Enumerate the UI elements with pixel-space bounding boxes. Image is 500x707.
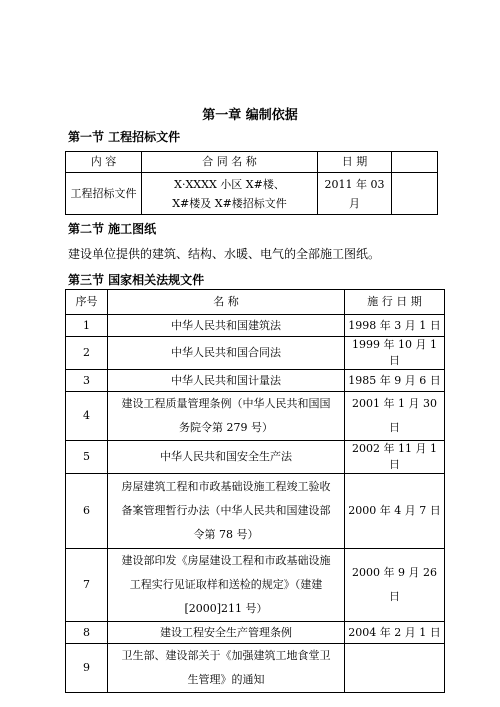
cell-line: 备案管理暂行办法（中华人民共和国建设部 <box>121 504 331 517</box>
cell-line: 中华人民共和国安全生产法 <box>160 450 292 463</box>
cell-line: 务院令第 279 号） <box>179 421 273 434</box>
cell-line: 中华人民共和国计量法 <box>171 373 281 387</box>
table-cell-date <box>318 173 392 215</box>
column-header: 内 容 <box>66 152 142 173</box>
column-header: 施 行 日 期 <box>345 290 445 315</box>
row-number: 6 <box>66 474 108 549</box>
cell-line: 2011 年 03 <box>324 177 385 191</box>
table-row <box>66 315 445 337</box>
drawings-paragraph: 建设单位提供的建筑、结构、水暖、电气的全部施工图纸。 <box>68 247 381 261</box>
cell-line: 令第 78 号） <box>193 528 259 541</box>
row-number: 1 <box>66 315 108 337</box>
table-row <box>66 370 445 392</box>
row-number: 7 <box>66 549 108 622</box>
row-number: 2 <box>66 337 108 370</box>
row-number: 9 <box>66 644 108 693</box>
effective-date: 2001 年 1 月 30 日 <box>345 392 445 441</box>
cell-line: 中华人民共和国建筑法 <box>171 318 281 332</box>
section-heading-drawings: 第二节 施工图纸 <box>68 222 157 236</box>
regulation-name <box>108 622 345 644</box>
table-row <box>66 337 445 370</box>
cell-line: [2000]211 号） <box>184 602 268 615</box>
table-header-row <box>66 290 445 315</box>
column-header: 名 称 <box>108 290 345 315</box>
cell-line: 中华人民共和国合同法 <box>171 346 281 359</box>
cell-line: 工程实行见证取样和送检的规定》（建建 <box>129 578 323 591</box>
cell-line: X·XXXX 小区 X#楼、 <box>174 177 285 191</box>
row-number: 4 <box>66 392 108 441</box>
table-cell-empty <box>392 173 438 215</box>
cell-line: X#楼及 X#楼招标文件 <box>172 196 287 210</box>
section-heading-tender: 第一节 工程招标文件 <box>68 130 181 144</box>
regulations-table <box>65 289 445 693</box>
regulation-name <box>108 474 345 549</box>
table-row <box>66 549 445 622</box>
cell-line: 月 <box>349 196 360 210</box>
table-cell-content: 工程招标文件 <box>66 173 142 215</box>
regulation-name <box>108 315 345 337</box>
effective-date: 1985 年 9 月 6 日 <box>345 370 445 392</box>
table-row <box>66 173 438 215</box>
regulation-name <box>108 549 345 622</box>
cell-line: 房屋建筑工程和市政基础设施工程竣工验收 <box>121 480 331 493</box>
effective-date: 1999 年 10 月 1 日 <box>345 337 445 370</box>
cell-line: 建设工程安全生产管理条例 <box>160 625 292 639</box>
cell-line: 建设工程质量管理条例（中华人民共和国国 <box>121 397 331 410</box>
column-header: 合 同 名 称 <box>142 152 318 173</box>
cell-line: 生管理》的通知 <box>187 673 265 686</box>
column-header <box>392 152 438 173</box>
section-heading-regulations: 第三节 国家相关法规文件 <box>68 273 205 287</box>
effective-date: 2000 年 4 月 7 日 <box>345 474 445 549</box>
effective-date: 2000 年 9 月 26 日 <box>345 549 445 622</box>
regulation-name <box>108 370 345 392</box>
effective-date: 2002 年 11 月 1 日 <box>345 441 445 474</box>
table-header-row <box>66 152 438 173</box>
table-row <box>66 392 445 441</box>
tender-documents-table <box>65 151 438 215</box>
regulation-name <box>108 644 345 693</box>
row-number: 3 <box>66 370 108 392</box>
table-row <box>66 474 445 549</box>
cell-line: 卫生部、建设部关于《加强建筑工地食堂卫 <box>121 649 331 662</box>
row-number: 5 <box>66 441 108 474</box>
regulation-name <box>108 337 345 370</box>
row-number: 8 <box>66 622 108 644</box>
regulation-name <box>108 441 345 474</box>
column-header: 日 期 <box>318 152 392 173</box>
column-header: 序号 <box>66 290 108 315</box>
cell-line: 建设部印发《房屋建设工程和市政基础设施 <box>121 554 331 567</box>
table-row <box>66 441 445 474</box>
effective-date: 2004 年 2 月 1 日 <box>345 622 445 644</box>
table-row <box>66 644 445 693</box>
effective-date: 1998 年 3 月 1 日 <box>345 315 445 337</box>
chapter-title: 第一章 编制依据 <box>202 108 298 123</box>
regulation-name <box>108 392 345 441</box>
table-row <box>66 622 445 644</box>
table-cell-contract-name <box>142 173 318 215</box>
effective-date <box>345 644 445 693</box>
